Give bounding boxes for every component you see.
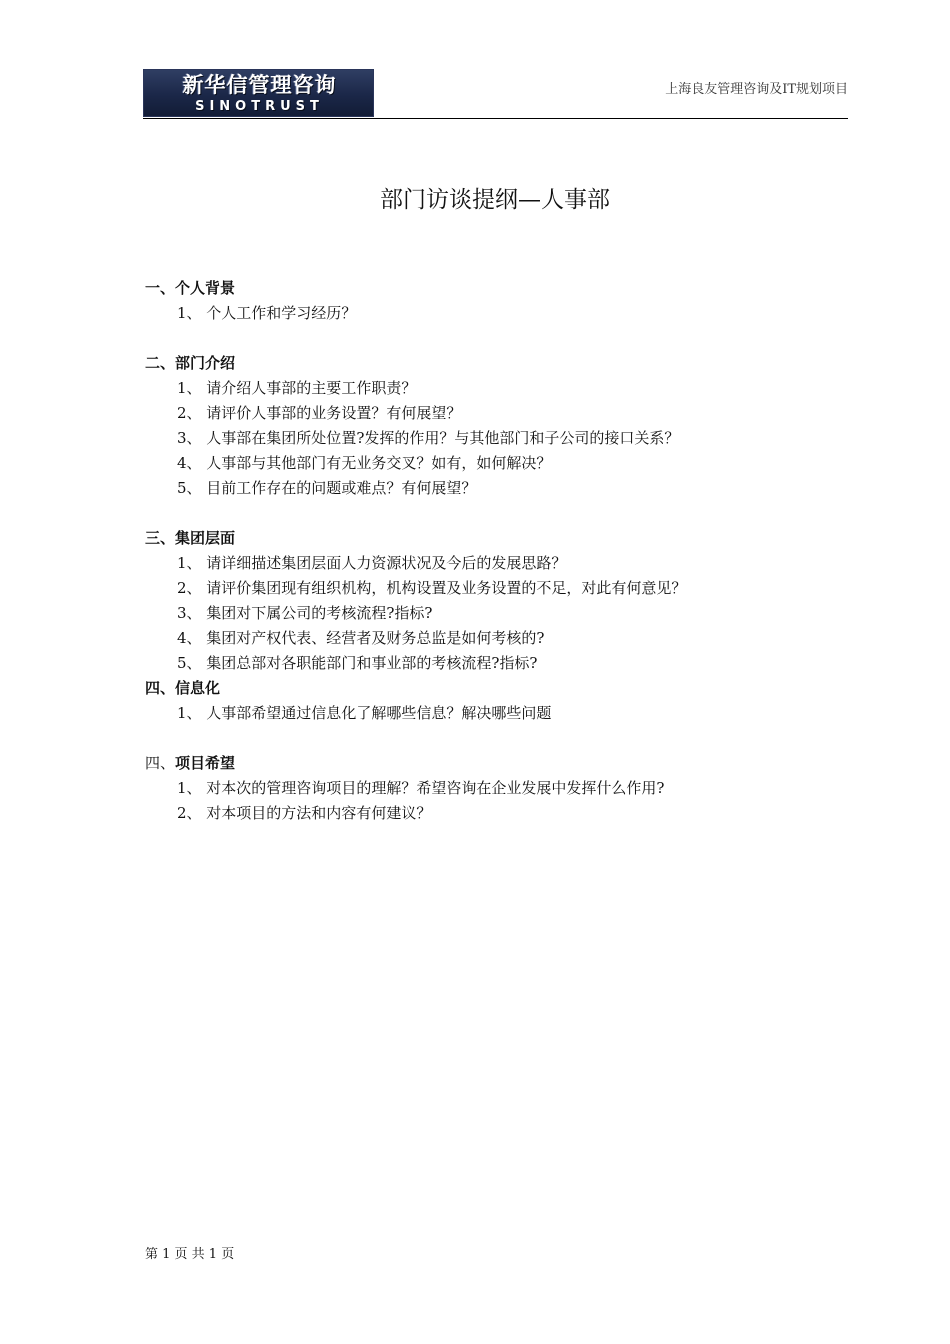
section-title: 集团层面 <box>175 529 236 547</box>
list-item: 1、 人事部希望通过信息化了解哪些信息？解决哪些问题 <box>177 704 552 722</box>
list-item: 1、 请介绍人事部的主要工作职责？ <box>177 379 417 397</box>
section-title: 个人背景 <box>175 279 236 297</box>
sinotrust-logo <box>143 69 374 117</box>
section-heading <box>145 751 845 776</box>
list-item: 2、 对本项目的方法和内容有何建议？ <box>177 804 432 822</box>
list-item: 4、 人事部与其他部门有无业务交叉？如有，如何解决？ <box>177 454 552 472</box>
section-number: 一、 <box>145 279 176 297</box>
list-item: 5、 目前工作存在的问题或难点？有何展望？ <box>177 479 477 497</box>
section-title: 信息化 <box>175 679 221 697</box>
list-item: 3、 人事部在集团所处位置?发挥的作用？与其他部门和子公司的接口关系？ <box>177 429 680 447</box>
section-heading <box>145 351 845 376</box>
list-item: 2、 请评价集团现有组织机构，机构设置及业务设置的不足，对此有何意见？ <box>177 579 687 597</box>
section-number: 二、 <box>145 354 176 372</box>
page-header <box>143 69 848 119</box>
section-title: 项目希望 <box>175 754 236 772</box>
logo-chinese-text: 新华信管理咨询 <box>182 73 337 97</box>
list-item: 5、 集团总部对各职能部门和事业部的考核流程?指标? <box>177 654 538 672</box>
outline-content <box>145 276 845 826</box>
section-number: 四、 <box>145 754 176 772</box>
project-name: 上海良友管理咨询及IT规划项目 <box>665 82 848 97</box>
document-title: 部门访谈提纲—人事部 <box>380 187 610 213</box>
section-title: 部门介绍 <box>175 354 236 372</box>
list-item: 4、 集团对产权代表、经营者及财务总监是如何考核的? <box>177 629 545 647</box>
page-footer: 第 1 页 共 1 页 <box>145 1247 235 1262</box>
section-personal-background <box>145 276 845 326</box>
list-item: 1、 个人工作和学习经历？ <box>177 304 357 322</box>
list-item: 1、 请详细描述集团层面人力资源状况及今后的发展思路？ <box>177 554 567 572</box>
section-heading <box>145 676 845 701</box>
section-heading <box>145 276 845 301</box>
section-department-intro <box>145 351 845 501</box>
logo-english-text: SINOTRUST <box>195 99 324 114</box>
list-item: 3、 集团对下属公司的考核流程?指标? <box>177 604 433 622</box>
section-group-level <box>145 526 845 676</box>
section-number: 三、 <box>145 529 176 547</box>
list-item: 2、 请评价人事部的业务设置？有何展望？ <box>177 404 462 422</box>
section-number: 四、 <box>145 679 176 697</box>
section-informatization <box>145 676 845 726</box>
section-project-expectations <box>145 751 845 826</box>
list-item: 1、 对本次的管理咨询项目的理解？希望咨询在企业发展中发挥什么作用? <box>177 779 665 797</box>
section-heading <box>145 526 845 551</box>
